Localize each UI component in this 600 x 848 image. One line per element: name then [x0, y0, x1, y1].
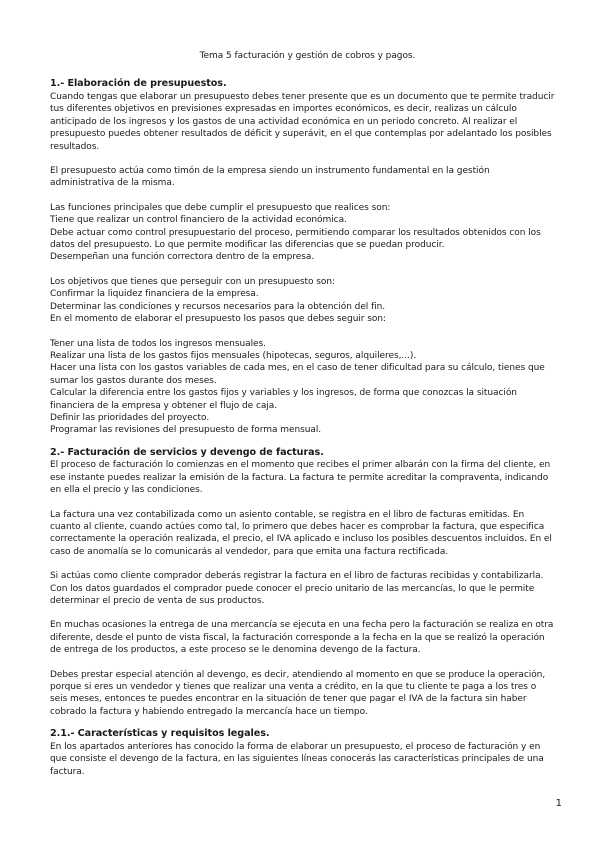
- text-line: datos del presupuesto. Lo que permite modificar las diferencias que se puedan producir.: [50, 240, 445, 251]
- text-line: Debe actuar como control presupuestario del proceso, permitiendo comparar los resultados obtenidos con los: [50, 227, 541, 238]
- text-line: Determinar las condiciones y recursos necesarios para la obtención del fin.: [50, 301, 386, 312]
- text-line: correctamente la operación realizada, el precio, el IVA aplicado e incluso los posibles descuentos incluidos. En el: [50, 534, 552, 545]
- section-2-1-heading: 2.1.- Características y requisitos legales.: [50, 728, 270, 740]
- text-line: Debes prestar especial atención al devengo, es decir, atendiendo al momento en que se produce la operación,: [50, 669, 546, 680]
- text-line: El proceso de facturación lo comienzas en el momento que recibes el primer albarán con la firma del cliente, en: [50, 460, 551, 471]
- text-line: ese instante puedes realizar la emisión de la factura. La factura te permite acreditar la compraventa, indicando: [50, 472, 549, 483]
- text-line: resultados.: [50, 141, 100, 152]
- text-line: Realizar una lista de los gastos fijos mensuales (hipotecas, seguros, alquileres,...).: [50, 350, 417, 361]
- text-line: Calcular la diferencia entre los gastos fijos y variables y los ingresos, de forma que conozcas la situación: [50, 388, 517, 399]
- section-1-heading: 1.- Elaboración de presupuestos.: [50, 78, 227, 90]
- paragraph: [50, 165, 565, 190]
- text-line: Los objetivos que tienes que perseguir con un presupuesto son:: [50, 276, 336, 287]
- paragraph: [50, 741, 565, 778]
- text-line: cuanto al cliente, cuando actúes como tal, lo primero que debes hacer es comprobar la factura, que especifica: [50, 521, 545, 532]
- text-line: determinar el precio de venta de sus productos.: [50, 596, 265, 606]
- text-line: Cuando tengas que elaborar un presupuesto debes tener presente que es un documento que te permite traducir: [50, 92, 555, 102]
- paragraph: [50, 202, 565, 264]
- text-line: Desempeñan una función correctora dentro de la empresa.: [50, 252, 315, 263]
- text-line: sumar los gastos durante dos meses.: [50, 375, 217, 386]
- text-line: El presupuesto actúa como timón de la empresa siendo un instrumento fundamental en la gestión: [50, 166, 490, 177]
- text-line: caso de anomalía se lo comunicarás al vendedor, para que emita una factura rectificada.: [50, 546, 449, 557]
- section-2-heading: 2.- Facturación de servicios y devengo de facturas.: [50, 446, 324, 458]
- paragraph: [50, 669, 565, 719]
- text-line: Tener una lista de todos los ingresos mensuales.: [50, 338, 266, 349]
- text-line: Confirmar la liquidez financiera de la empresa.: [50, 289, 259, 300]
- text-line: presupuesto puedes obtener resultados de déficit y superávit, en el que contemplas por adelantado los posibles: [50, 129, 552, 140]
- text-line: Con los datos guardados el comprador puede conocer el precio unitario de las mercancías, lo que le permite: [50, 583, 535, 594]
- text-line: Programar las revisiones del presupuesto de forma mensual.: [50, 425, 322, 436]
- text-line: administrativa de la misma.: [50, 178, 175, 189]
- paragraph: [50, 619, 565, 656]
- text-line: factura.: [50, 766, 85, 777]
- text-line: en ella el precio y las condiciones.: [50, 485, 203, 496]
- document-title: Tema 5 facturación y gestión de cobros y pagos.: [199, 51, 416, 61]
- text-line: financiera de la empresa y obtener el flujo de caja.: [50, 400, 278, 411]
- text-line: de entrega de los productos, a este proceso se le denomina devengo de la factura.: [50, 645, 421, 656]
- paragraph: [50, 91, 565, 153]
- text-line: En el momento de elaborar el presupuesto los pasos que debes seguir son:: [50, 314, 387, 325]
- paragraph: [50, 338, 565, 437]
- paragraph: [50, 459, 565, 496]
- text-line: Hacer una lista con los gastos variables de cada mes, en el caso de tener dificultad para su cálculo, tienes que: [50, 363, 545, 374]
- paragraph: [50, 570, 565, 607]
- text-line: La factura una vez contabilizada como un asiento contable, se registra en el libro de facturas emitidas. En: [50, 509, 525, 520]
- text-line: diferente, desde el punto de vista fiscal, la facturación corresponde a la fecha en la que se realizó la operación: [50, 632, 545, 643]
- text-line: Si actúas como cliente comprador deberás registrar la factura en el libro de facturas recibidas y contabilizarla.: [50, 571, 544, 582]
- text-line: Definir las prioridades del proyecto.: [50, 412, 210, 423]
- text-line: Las funciones principales que debe cumplir el presupuesto que realices son:: [50, 202, 391, 213]
- text-line: En los apartados anteriores has conocido la forma de elaborar un presupuesto, el proceso de facturación y en: [50, 741, 541, 752]
- text-line: porque si eres un vendedor y tienes que realizar una venta a crédito, en la que tu cliente te paga a los tres o: [50, 682, 537, 693]
- text-line: En muchas ocasiones la entrega de una mercancía se ejecuta en una fecha pero la facturación se realiza en otra: [50, 620, 554, 631]
- document-page: [50, 0, 565, 778]
- text-line: seis meses, entonces te puedes encontrar en la situación de tener que pagar el IVA de la factura sin haber: [50, 694, 527, 705]
- page-number: 1: [555, 798, 562, 809]
- text-line: Tiene que realizar un control financiero de la actividad económica.: [50, 215, 347, 226]
- text-line: tus diferentes objetivos en previsiones expresadas en importes económicos, es decir, realizas un cálculo: [50, 104, 517, 115]
- text-line: que consiste el devengo de la factura, en las siguientes líneas conocerás las características principales de una: [50, 754, 544, 765]
- paragraph: [50, 276, 565, 326]
- paragraph: [50, 509, 565, 559]
- text-line: cobrado la factura y habiendo entregado la mercancía hace un tiempo.: [50, 706, 368, 717]
- text-line: anticipado de los ingresos y los gastos de una actividad económica en un periodo concreto. Al realizar el: [50, 116, 518, 127]
